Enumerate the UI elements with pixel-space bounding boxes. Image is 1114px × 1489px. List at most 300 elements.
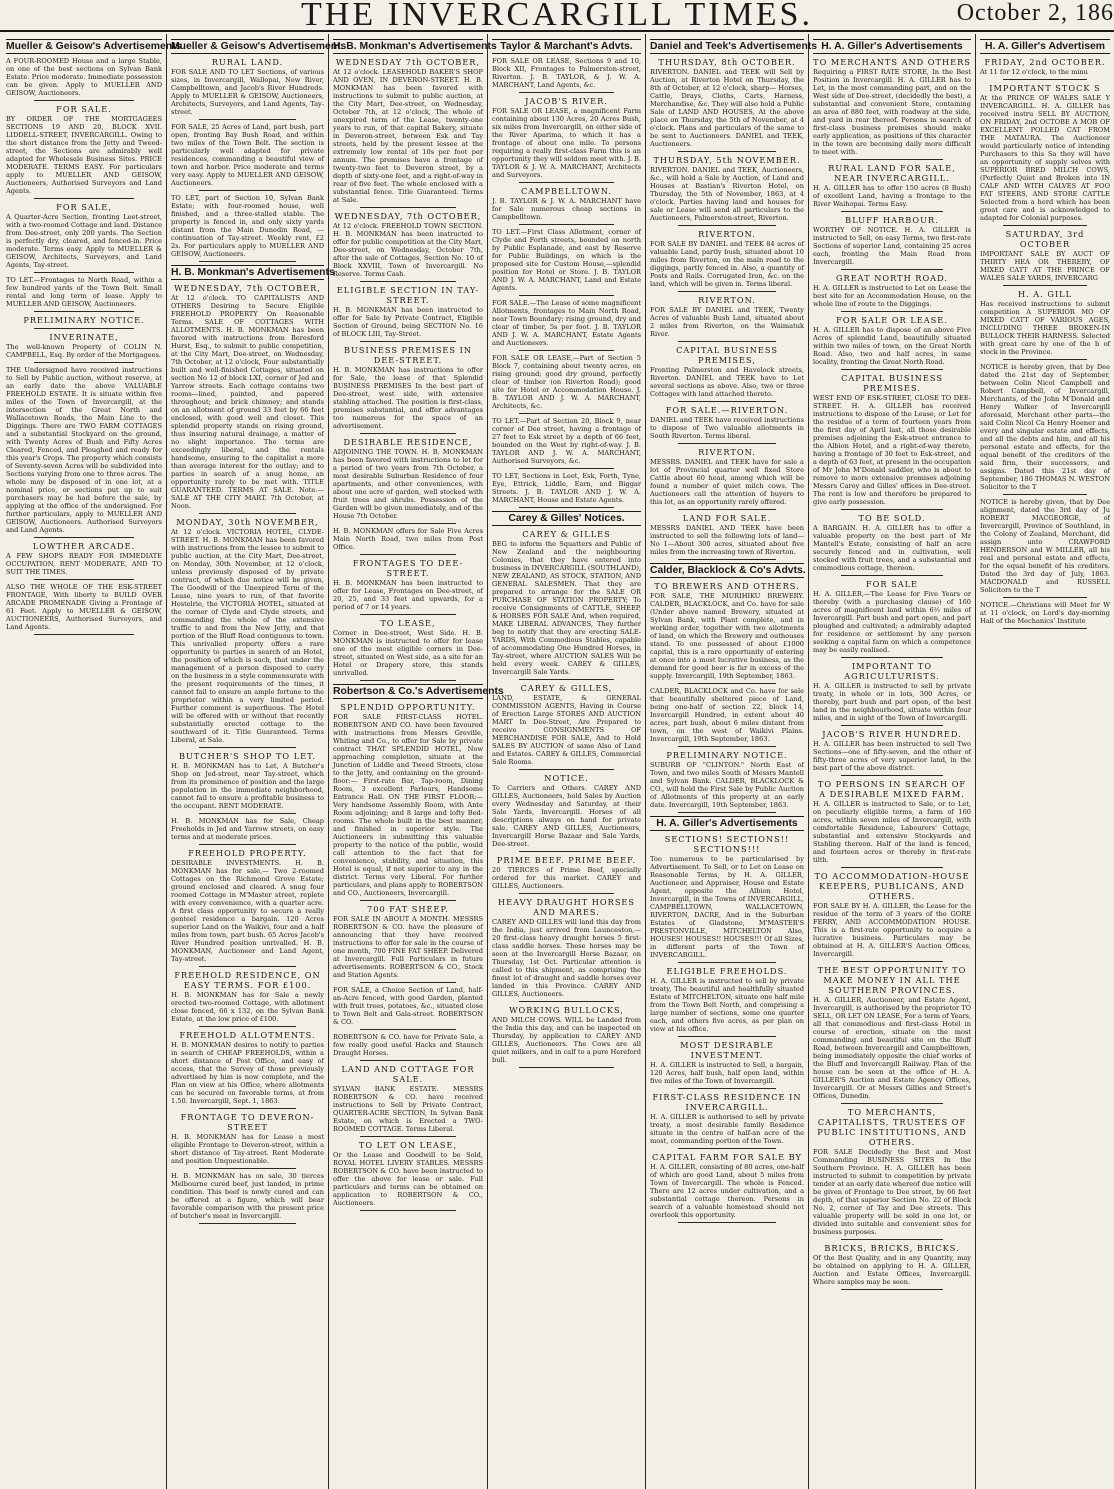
ad-list [171,283,324,1224]
ad-divider [519,468,614,469]
ad-body: FOR SALE FIRST-CLASS HOTEL. ROBERTSON AND CO. have been favoured with instructions from Messrs Greville, Whiting and Co., to offer for Sale by private contract THAT SPLENDID HOTEL, Now approaching completion, situate at the Junction of Liddle and Tweed Streets, close to the Jetty, and containing on the ground-floor:— First-rate Bar, Tap-room, Dining Room, 3 excellent Parlours, Handsome Entrance Hall. ON THE FIRST FLOOR:— Very handsome Assembly Room, with Ante Room adjoining; and 8 large and lofty Bed-rooms. The whole built in the best manner, and finished in superior style. The Auctioneers in submitting this valuable property to the notice of the public, would call attention to the fact that for convenience, stability, and situation, this Hotel is equal, if not superior to any in the district. Terms very Liberal. For further particulars, and plans apply to ROBERTSON and CO., Auctioneers, Invercargill. [333,713,483,897]
ad-body: A Quarter-Acre Section, fronting Leet-street, with a two-roomed Cottage and land. Distance from Dee-street, only 200 yards. The Section is perfectly dry, cleared, and fenced-in. Price moderate. Terms easy. Apply to MUELLER & GEISOW, Architects, Surveyors, and Land Agents, Tay-street. [6,213,162,269]
advertisement [650,405,804,440]
ad-list [650,834,804,1223]
column-5 [646,34,818,1489]
ad-divider [678,291,777,292]
ad-list [171,57,324,262]
ad-body: FOR SALE, a Choice Section of Land, half-an-Acre fenced, with good Garden, planted with fruit trees, potatoes, &c., situated close to Town Belt and Gala-street. ROBERTSON & CO. [333,986,483,1026]
ad-body: THE Undersigned have received instructions to Sell by Public auction, without reserve, at an early date the above VALUABLE FREEHOLD ESTATE. It is situate within five miles of the Town of Invercargill, at the intersection of the Great North and Wallacetown Roads, the Main Line to the Diggings. There are TWO FARM COTTAGES and a substantial Stockyard on the ground, with Twenty Acres of Bush and Fifty Acres Cleared, Fenced, and Ploughed and ready for this year's Crops. The property which consists of Seventy-seven Acres will be subdivided into Sections varying from one to three acres. The whole may be disposed of in one lot, at a nominal price, or sections put up to suit purchasers may be had before the sale, by applying at the office of the undersigned. For further particulars, apply to MUELLER AND GEISOW, Auctioneers. Authorised Surveyors and Land Agents. [6,366,162,534]
ad-divider [1003,359,1086,360]
advertisement [6,315,162,325]
ad-divider [1003,285,1086,286]
ad-divider [199,966,297,967]
advertisement [171,283,324,510]
ad-divider [34,272,134,273]
ad-title: RURAL LAND. [211,57,284,67]
ad-body: H. A. GILLER,—The Lease for Five Years or thereby (with a purchasing clause) of 160 acres of magnificent land within 6½ miles of Invercargill. Part bush and part open, and part ploughed and cultivated; a admirably adapted for residence or settlement by any person seeking a capital farm on which a competence may be easily realised. [813,590,971,654]
ad-divider [199,513,297,514]
ad-divider [678,401,777,402]
ad-divider [34,328,134,329]
advertisement [171,817,324,841]
ad-title: BUSINESS PREMISES IN DEE-STREET. [343,345,473,365]
advertisement [813,729,971,772]
ad-body: At 12 o'clock. TO CAPITALISTS AND OTHERS Desiring to Secure Eligible FREEHOLD PROPERTY On Reasonable Terms. SALE OF COTTAGES WITH ALLOTMENTS. H. B. MONKMAN has been favored with instructions from Beresford Hurst, Esq., to submit to public competition, at the City Mart, Dee-street, on Wednesday, 7th October, at 12 o'clock, Four substantially built and well-finished Cottages, situated on section No 12 of block LXI, corner of Jed and Yarrow streets. Each cottage contains two rooms—lined, painted, and papered throughout; and brick chimney; and stands on an allotment of ground 33 feet by 66 feet enclosed, with good well and closet. This splendid property stands on rising ground, thus insuring natural drainage, a matter of no slight importance. The terms are exceedingly liberal, and the rentals handsome, ensuring to the capitalist a more than average interest for the outlay; and to parties in search of a snug home, an opportunity rarely to be met with. TITLE GUARANTEED. TERMS AT SALE. Note.—SALE AT THE CITY MART. 7th October, at Noon. [171,294,324,510]
ad-divider [199,1026,297,1027]
ad-title: IMPORTANT TO AGRICULTURISTS. [844,661,940,681]
ad-divider [519,1001,614,1002]
ad-body: J. B. TAYLOR & J. W. A. MARCHANT have for Sale numerous cheap sections in Campbelltown. [492,197,641,221]
ad-divider [199,1223,297,1224]
advertisement [171,57,324,116]
ad-title: H. A. GILL [1017,289,1073,299]
ad-body: Requiring a FIRST RATE STORE, In the Best Position in Invercargill. H. A. GILLER has to Let, in the most commanding part, and on the West side of Dee-street, (decidedly the best), a substantial and convenient Store, containing an area of 880 feet, with roadway at the side, and yard in rear thereof. Persons in search of first-class business premises should make early application, as positions of this character in the town are becoming daily more difficult to meet with. [813,68,971,156]
advertisement [492,417,641,465]
ad-divider [519,1067,614,1068]
ad-divider [841,1103,942,1104]
column-heading: Robertson & Co.'s Advertisements [333,686,504,697]
advertisement [980,83,1110,222]
ad-title: CAREY & GILLES, [520,683,613,693]
ad-body: FOR SALE BY DANIEL and TEEK, Twenty Acres of valuable Bush Land, situated about 2 miles from Riverton, on the Waimatuk River. [650,306,804,338]
advertisement [813,1107,971,1236]
ad-divider [360,1210,456,1211]
advertisement [650,513,804,556]
ad-title: JACOB'S RIVER. [525,96,608,106]
advertisement [492,773,641,848]
advertisement [6,276,162,308]
ad-body: H. B. MONKMAN has for Sale, Cheap Freeholds in Jed and Yarrow streets, on easy terms and at moderate prices. [171,817,324,841]
ad-title: LAND AND COTTAGE FOR SALE. [341,1064,475,1084]
ad-body: ALSO THE WHOLE OF THE ESK-STREET FRONTAGE, With liberty to BUILD OVER ARCADE PROMENADE Giving a Frontage of 61 Feet. Apply to MUELLER & GEISOW, AUCTIONEERS, Authorised Surveyors, and Land Agents. [6,583,162,631]
column-2 [167,34,347,1489]
ad-divider [360,1029,456,1030]
advertisement [650,295,804,338]
ad-body: Too numerous to be particularised by Advertisement. To Sell, or to Let on Lease on Reasonable Terms, by H. A. GILLER, Auctioneer, and Appraiser, House and Estate Agent, opposite the Albion Hotel, Invercargill, in the Towns of INVERCARGILL, CAMPBELLTOWN, WALLACETOWN, RIVERTON, DACRE, And in the Suburban Estates of Gladstone, M'MASTER'S PRESTONVILLE, MITCHELTON Also, HOUSES! HOUSES!! HOUSES!!! Of all Sizes, in different parts of the Town of INVERCARGILL. [650,855,804,959]
advertisement [333,618,483,677]
ad-body: H. A. GILLER has been instructed to sell Two Sections—one of fifty-seven, and the other of fifty-three acres of very superior land, in the best part of the above district. [813,740,971,772]
column-4 [488,34,646,1489]
ad-divider [199,190,297,191]
advertisement [813,315,971,366]
ad-divider [678,341,777,342]
ad-list [813,57,971,776]
ad-divider [34,100,134,101]
ad-divider [841,725,942,726]
ad-body: Corner in Dee-street, West Side. H. B. MONKMAN is instructed to offer for lease one of the most eligible corners in Dee-street, situated on West side, as a site for an Hotel or Drapery store, this stands unrivalled. [333,629,483,677]
ad-title: IMPORTANT STOCK S [989,83,1101,93]
ad-divider [360,900,456,901]
ad-body: SUBURB OF "CLINTON." North East of Town, and two miles South of Messrs Mantell and Sylvan Bank. CALDER, BLACKLOCK & CO., will hold the First Sale by Public Auction of Allotments of this property at an early date. Invercargill, 19th September, 1863. [650,761,804,809]
ad-body: A FEW SHOPS READY FOR IMMEDIATE OCCUPATION, RENT MODERATE, AND TO SUIT THE TIMES. [6,552,162,576]
ad-body: The well-known Property of COLIN N. CAMPBELL, Esq. By order of the Mortgagees. [6,343,162,359]
column-heading: H. A. Giller's Advertisements [813,39,971,54]
ad-divider [678,812,777,813]
advertisement [333,345,483,430]
advertisement [6,104,162,195]
advertisement [813,373,971,506]
ad-divider [199,747,297,748]
ad-title: TO BE SOLD. [858,513,926,523]
advertisement [492,186,641,221]
advertisement [6,202,162,269]
ad-divider [841,159,942,160]
ad-body: DESIRABLE INVESTMENTS. H. B. MONKMAN has for sale,— Two 2-roomed Cottages on the Richmond Grove Estate; ground enclosed and cleared. A snug four roomed Cottage in M'Master street, replete with every convenience, with a quarter acre. A first class opportunity to secure a really genteel residence a bargain. 120 Acres superior Land on the Waikivi, four and a half miles from town, part bush. 65 Acres Jacob's River Hundred position unrivalled. H. B. MONKMAN, Auctioneer and Land Agent, Tay-street. [171,859,324,963]
ad-divider [678,1148,777,1149]
ad-divider [841,311,942,312]
advertisement [813,163,971,208]
advertisement [492,855,641,890]
advertisement [492,1005,641,1064]
ad-divider [841,1289,942,1290]
ad-body: RIVERTON. DANIEL and TEEK will Sell by Auction, at Riverton Hotel on Thursday, the 8th of October, at 12 o'clock, sharp— Horses, Cattle, Drays, Cloths, Carts, Harness, Merchandise, &c. They will also hold a Public Sale of LAND AND HOUSES, At the above place on Thursday, the 5th of November, at 4 o'clock. Plans and particulars of the same to be sent to Auctioneers. DANIEL and TEEK, Auctioneers. [650,68,804,148]
advertisement [492,472,641,504]
ad-body: NOTICE.—Christians will Meet for W at 11 o'clock, on Lord's day-morning Hall of the Mechanics' Institute [980,601,1110,625]
ad-body: FOR SALE OR LEASE,—Part of Section 5 Block 7, containing about twenty acres, on rising ground; good dry ground, perfectly clear of timber (on Riverton Road); good site for Hotel or Accommodation House. J. B. TAYLOR AND J. W. A. MARCHANT, Architects, &c. [492,354,641,410]
advertisement [650,750,804,809]
ad-title: CAPITAL BUSINESS PREMISES. [841,373,943,393]
ad-divider [360,554,456,555]
ad-title: SECTIONS! SECTIONS!! SECTIONS!!! [664,834,790,854]
ad-divider [678,1222,777,1223]
ad-body: H. B. MONKMAN desires to notify to parties in search of CHEAP FREEHOLDS, within a short distance of Post Office, and easy of access, that the Survey of those previously advertised by him is now complete, and the Plan on view at his Office, where allotments can be secured on favorable terms, at from 1.50. Invercargill, Sept. 1, 1863. [171,1041,324,1105]
ad-body: H. A. GILLER is instructed to Let on Lease the best site for an Accommodation House, on the whole line of route to the Diggings. [813,284,971,308]
advertisement [492,57,641,89]
ad-body: Or the Lease and Goodwill to be Sold, ROYAL HOTEL LIVERY STABLES. MESSRS ROBERTSON & CO. have been instructed to offer the above for lease or sale. Full particulars and terms can be obtained on application to ROBERTSON & CO., Auctioneers. [333,1151,483,1207]
ad-title: 700 FAT SHEEP. [367,904,449,914]
advertisement [650,229,804,288]
ad-body: SYLVAN BANK ESTATE. MESSRS ROBERTSON & CO. have received instructions to Sell by Private Contract, QUARTER-ACRE SECTION, In Sylvan Bank Estate, on which is Erected a TWO-ROOMED COTTAGE. Terms Liberal. [333,1085,483,1133]
ad-divider [1003,628,1086,629]
advertisement [492,96,641,179]
ad-body: WEST END OF ESK-STREET, CLOSE TO DEE-STREET. H. A. GILLER has received instructions to dispose of the Lease, or Let for the residue of a term of fourteen years from the first day of April last, all those desirable premises adjoining the Esk-street entrance to the Albion Hotel, and a right-of-way thereto, having a frontage of 30 feet to Esk-street, and a depth of 63 feet, at present in the occupation of Mr John M'Donald saddler, who is about to remove to more extensive premises adjoining Messrs Carey and Gilles' offices in Dee-street. The rent is low and therefore be prepared to give early possession. [813,394,971,506]
ad-divider [199,1168,297,1169]
column-heading: Taylor & Marchant's Advts. [492,39,641,54]
advertisement [492,897,641,998]
ad-body: FOR SALE, 25 Acres of Land, part bush, part open, fronting Bay Bush Road, and within two miles of the Town Belt. The section is particularly well adapted for private residences, commanding a beautiful view of town and harbor. Price moderate and terms very easy. Apply to MUELLER AND GEISOW, Auctioneers. [171,123,324,187]
column-heading: Carey & Gilles' Notices. [492,511,641,526]
ad-body: ROBERTSON & CO. have for Private Sale, a few really good useful Hacks and Staunch Draught Horses. [333,1033,483,1057]
ad-title: WEDNESDAY, 7th OCTOBER, [174,283,321,293]
advertisement [333,57,483,204]
advertisement [333,437,483,520]
ad-title: TO LET ON LEASE, [358,1140,458,1150]
advertisement [813,965,971,1100]
ad-list [492,529,641,1068]
advertisement [171,848,324,963]
ad-title: JACOB'S RIVER HUNDRED. [822,729,962,739]
ad-divider [360,207,456,208]
ad-body: FOR SALE BY H. A. GILLER, the Lease for the residue of the term of 3 years of the GORE FERRY, AND ACCOMMODATION HOUSE. This is a first-rate opportunity to acquire a lucrative business. Particulars may be obtained at H. A. GILLER'S Auction Offices, Invercargill. [813,902,971,958]
ad-body: DANIEL and TEEK have received instructions to dispose of Two valuable allotments in South Riverton. Terms liberal. [650,416,804,440]
advertisement [650,581,804,680]
ad-divider [519,679,614,680]
newspaper-title: THE INVERCARGILL TIMES. [301,0,813,33]
ad-divider [841,369,942,370]
ad-divider [678,962,777,963]
column-heading: H. B. Monkman's Advertisements [333,41,497,52]
advertisement [333,211,483,278]
ad-divider [678,509,777,510]
ad-body: H. B. MONKMAN has instructions to offer for Sale, the lease of that Splendid BUSINESS PREMISES In the best part of Dee-street, west side, with extensive stabling attached. The position is first-class, premises substantial, and offer advantages too numerous for the space of an advertisement. [333,366,483,430]
ad-divider [1003,79,1086,80]
ad-title: PRELIMINARY NOTICE. [23,315,145,325]
ad-body: H. A. GILLER has to dispose of an above Five Acres of splendid Land, beautifully situated within two miles of town, on the Great North Road. Also, two and half acres, in same locality, fronting the Great North Road. [813,326,971,366]
ad-body: LAND, ESTATE, & GENERAL COMMISSION AGENTS, Having in Course of Erection Large STORES AND AUCTION MART In Dee-Street, Are Prepared to receive CONSIGNMENTS OF MERCHANDISE FOR SALE, And to Hold SALES BY AUCTION of same Also of Land and Estates. CAREY & GILLES, Commercial Sale Rooms. [492,694,641,766]
column-3 [329,34,504,1489]
advertisement [333,1033,483,1057]
ad-title: WEDNESDAY 7th OCTOBER, [335,57,481,67]
advertisement [171,1172,324,1220]
ad-body: H. B. MONKMAN has for Sale a newly erected two-roomed Cottage, with allotment close fenced, 66 x 132, on the Sylvan Bank Estate, at the low price of £100. [171,991,324,1023]
advertisement [333,904,483,979]
advertisement [980,229,1110,282]
ad-title: TO LEASE, [380,618,436,628]
ad-body: NOTICE is hereby given, that by Dee alignment, dated the 3rd day of Ju ROBERT MACGEORGE, of Invercargill, Province of Southland, in the Colony of Zealand, Merchant, did assign unto CRAWFORD HENDERSON and W MILLER, all his real and personal estate and effects, for the equal benefit of his creditors. Dated the 3rd day of July, 1863. MACDONALD and RUSSELL Solicitors to the T [980,498,1110,594]
column-heading: H. B. Monkman's Advertisements [171,267,335,278]
ad-divider [678,559,777,560]
ad-title: DESIRABLE RESIDENCE, [343,437,473,447]
ad-body: FOR SALE OR LEASE, Sections 9 and 10, Block XII, Frontages to Palmerston-street, Riverton. J. B. TAYLOR, & J. W. A. MARCHANT, Land Agents, &c. [492,57,641,89]
ad-body: H. B. MONKMAN has on sale, 30 tierces Melbourne cured beef, just landed, in prime condition. This beef is newly cured and can be offered at a figure, which will bear favorable comparison with the present price of butcher's meat in Invercargill. [171,1172,324,1220]
ad-body: At 12 o'clock. VICTORIA HOTEL, CLYDE-STREET. H. B. MONKMAN has been favored with instructions from the lessee to submit to public auction, at the City Mart, Dee-street, on Monday, 30th November, at 12 o'clock, unless previously disposed of by private contract, of which due notice will be given, The Goodwill of the Unexpired Term of the Lease, nine years to run, of that favorite Hostelrie, the VICTORIA HOTEL, situated at the corner of Clyde and Clyde streets, and commanding the whole of the extensive traffic to and from the New Jetty, and that portion of the Bluff Road contiguous to town. This unrivalled property offers a rare opportunity to parties in search of an Hotel, the position of which is such, that under the management of a person disposed to carry on the business in a style commensurate with the present requirements of the times, it cannot fail to ensure an ample fortune to the proprietor within a very limited period. Further comment is superfluous. The Hotel will be offered with or without that recently substantially erected cottage to the southward of it. Title Guaranteed. Terms Liberal, at Sale. [171,528,324,744]
ad-title: THURSDAY, 5th NOVEMBER. [653,155,801,165]
ad-title: FREEHOLD RESIDENCE, ON EASY TERMS. FOR £100. [174,970,321,990]
ad-title: FOR SALE.—RIVERTON. [665,405,789,415]
advertisement [333,1140,483,1207]
ad-divider [34,537,134,538]
ad-title: TO MERCHANTS AND OTHERS [813,57,971,67]
ad-divider [199,844,297,845]
ad-body: ADJOINING THE TOWN. H. B. MONKMAN has been favored with instructions to let for a period of two years from 7th October, a most desirable Suburban Residence of four apartments, and other conveniences, with about one acre of garden, well stocked with fruit trees and shrubs. Possession of the Garden will be given immediately, and of the House 7th October. [333,448,483,520]
advertisement [333,986,483,1026]
advertisement [6,583,162,631]
advertisement [171,751,324,810]
column-heading: H. A. Giller's Advertisem [980,39,1110,54]
ad-body: TO LET, Sections in Leet, Esk, Forth, Tyne, Eye, Ettrick, Liddle, Earn, and Biggar Streets. J. B. TAYLOR AND J. W. A. MARCHANT, House and Estate Agents. [492,472,641,504]
ad-divider [519,413,614,414]
ad-divider [360,982,456,983]
ad-body: TO LET.—First Class Allotment, corner of Clyde and Forth streets, bounded on north by Public Esplanade, and east by Reserve for Public Buildings, on which is the proposed site for Custom House,—splendid position for Hotel or Store. J. B. TAYLOR AND J. W. A. MARCHANT, Land and Estate Agents. [492,228,641,292]
ad-title: PRIME BEEF. PRIME BEEF. [496,855,637,865]
ad-divider [519,182,614,183]
ad-body: BEG to inform the Squatters and Public of New Zealand and the neighbouring Colonies, that they have entered into business in INVERCARGILL (SOUTHLAND), NEW ZEALAND, AS STOCK, STATION, AND GENERAL SALESMEN. That they are prepared to arrange for the SALE OR PURCHASE OF STATION PROPERTY; To receive Consignments of CATTLE, SHEEP, & HORSES FOR SALE And, when required, MAKE LIBERAL ADVANCES, They further beg to notify that they are erecting SALE-YARDS, With Commodious Stables, capable of accommodating One Hundred Horses, in Tay-street, where AUCTION SALES Will be held every week. CAREY & GILLES, Invercargill Sale Yards. [492,540,641,676]
column-heading: Mueller & Geisow's Advertisements [6,41,182,52]
advertisement [813,579,971,654]
ad-title: HEAVY DRAUGHT HORSES AND MARES. [497,897,636,917]
ad-title: FRONTAGES TO DEE-STREET. [352,558,464,578]
advertisement [333,1064,483,1133]
ad-divider [841,575,942,576]
ad-title: RIVERTON. [698,447,756,457]
ad-body: To Carriers and Others. CAREY AND GILLES, Auctioneers, hold Sales by Auction every Wednesday and Saturday, at their Sale Yards, Invercargill. Horses of all descriptions always on hand for private sale. CAREY AND GILLES, Auctioneers, Invercargill Horse Bazaar and Sale Yards, Dee-street. [492,784,641,848]
column-heading: Daniel and Teek's Advertisements [650,41,818,52]
advertisement [980,57,1110,76]
ad-title: CAREY & GILLES [522,529,611,539]
advertisement [650,966,804,1033]
ad-divider [360,523,456,524]
advertisement [650,155,804,222]
ad-title: RIVERTON. [698,295,756,305]
ad-title: TO MERCHANTS, CAPITALISTS, TRUSTEES OF PUBLIC INSTITUTIONS, AND OTHERS. [817,1107,967,1147]
ad-body: CALDER, BLACKLOCK and Co. have for sale that beautifully sheltered piece of Land, being one-half of section 22, block 14, Invercargill Hundred, in extent about 40 acres, part bush, about 6 miles distant from town, on the west of Waikivi Plains. Invercargill, 19th September, 1863. [650,687,804,743]
advertisement [813,1243,971,1286]
advertisement [6,366,162,534]
ad-divider [1003,494,1086,495]
ad-body: BY ORDER OF THE MORTGAGEES SECTIONS 19 AND 20, BLOCK XVII. LIDDELL-STREET, INVERCARGILL. Owing to the short distance from the Jetty and Tweed-street, the Sections are admirably well adapted for Wholesale Business Sites. PRICE MODERATE. TERMS EASY. For particulars apply to MUELLER AND GEISOW, Auctioneers, Authorised Surveyors and Land Agents. [6,115,162,195]
issue-date: October 2, 186 [956,0,1114,26]
ad-divider [1003,225,1086,226]
advertisement [171,194,324,258]
masthead [0,0,1114,32]
ad-divider [678,746,777,747]
advertisement [492,529,641,676]
ad-body: FOR SALE OR LEASE, a magnificent Farm containing about 130 Acres, 20 Acres Bush, six miles from Invercargill, on either side of the River Aparima, to which it has a frontage of about one mile. To persons requiring a really first-class Farm this is an opportunity they will seldom meet with. J. B. TAYLOR & J. W. A. MARCHANT, Architects and Surveyors. [492,107,641,179]
advertisement [171,1030,324,1105]
advertisement [171,970,324,1023]
column-heading: Mueller & Geisow's Advertisements [171,41,347,52]
ad-title: MOST DESIRABLE INVESTMENT. [680,1040,774,1060]
ad-divider [199,119,297,120]
ad-body: Has received instructions to submit competition A SUPERIOR MO OF MIXED CATT OF VARIOUS AGES, INCLUDING THREE BROKEN-IN BULLOCK THEIR HARNESS. Selected with great care by one of the b of stock in the Province. [980,300,1110,356]
ad-divider [841,1239,942,1240]
ad-divider [841,509,942,510]
ad-divider [360,281,456,282]
advertisement [171,123,324,187]
advertisement [813,871,971,958]
ad-list [813,779,971,1290]
ad-list [650,57,804,560]
ad-list [492,57,641,508]
ad-title: FRONTAGE TO DEVERON-STREET [180,1112,315,1132]
ad-title: BLUFF HARBOUR. [845,215,939,225]
column-heading: Calder, Blacklock & Co's Advts. [650,565,806,576]
ad-title: GREAT NORTH ROAD. [836,273,948,283]
ad-body: H. A. GILLER is instructed to sell by private treaty, in whole or in lots, 300 Acres, or thereby, part bush and part open, of the best land in the neighbourhood, situate within four miles, and in sight of the Town of Invercargill. [813,682,971,722]
ad-body: Of the Best Quality, and in any Quantity, may be obtained on applying to H. A. GILLER, Auction and Estate Offices, Invercargill. Where samples may be seen. [813,1254,971,1286]
advertisement [6,541,162,576]
ad-body: FOR SALE Decidedly the Best and Most Commanding BUSINESS SITES In the Southern Province. H. A. GILLER has been instructed to submit to competition by private tender at an early date whereof due notice will be given of Frontage to Dee street, by 66 feet depth, of that superior Section No. 22 of Block No. 2, corner of Tay and Dee streets. This valuable property will be sold in one lot, or divided into suitable and convenient sites for business purposes. [813,1148,971,1236]
advertisement [980,289,1110,356]
ad-divider [678,443,777,444]
column-7 [976,34,1114,1489]
advertisement [650,57,804,148]
ad-divider [199,1108,297,1109]
ad-divider [519,769,614,770]
ad-divider [360,433,456,434]
advertisement [980,601,1110,625]
ad-divider [519,350,614,351]
ad-list [650,581,804,813]
advertisement [813,57,971,156]
advertisement [333,527,483,551]
ad-divider [841,775,942,776]
ad-body: H. A. GILLER is instructed to Sell, a bargain, 120 Acres, half bush, half open land, within five miles of the Town of Invercargill. [650,1061,804,1085]
ad-title: FOR SALE, [56,202,112,212]
column-1 [2,34,182,1489]
ad-title: CAPITAL FARM FOR SALE BY [652,1152,802,1162]
ad-title: TO ACCOMMODATION-HOUSE KEEPERS, PUBLICANS, AND OTHERS. [814,871,970,901]
advertisement [980,363,1110,491]
advertisement [813,273,971,308]
ad-title: SPLENDID OPPORTUNITY. [340,702,476,712]
ad-divider [678,1036,777,1037]
ad-title: INVERINATE, [49,332,119,342]
ad-divider [841,211,942,212]
ad-divider [34,198,134,199]
ad-divider [360,614,456,615]
advertisement [813,661,971,722]
ad-body: H. A. GILLER, consisting of 80 acres, one-half of which are good Land, about 5 miles from Town of Invercargill. The whole is Fenced. There are 12 acres under cultivation, and a substantial cottage thereon. Persons in search of a valuable homestead should not overlook this opportunity. [650,1163,804,1219]
ad-body: H. B. MONKMAN offers for Sale Five Acres Main North Road, two miles from Post Office. [333,527,483,551]
advertisement [492,683,641,766]
advertisement [333,558,483,611]
advertisement [650,1040,804,1085]
ad-divider [678,225,777,226]
ad-body: 20 TIERCES of Prime Beef, specially ordered for this market. CAREY and GILLES, Auctioneers. [492,866,641,890]
column-6 [809,34,976,1489]
advertisement [171,1112,324,1165]
ad-title: FRIDAY, 2nd OCTOBER. [984,57,1106,67]
ad-body: H. B. MONKMAN has to Let, A Butcher's Shop on Jed-street, near Tay-street, which from its prominence of position and the large population in the immediate neighborhood, cannot fail to ensure a profitable business to the occupant. RENT MODERATE. [171,762,324,810]
ad-divider [519,507,614,508]
ad-title: MONDAY, 30th NOVEMBER, [176,517,319,527]
ad-body: H. A. GILLER is instructed to Sale, or to Let, on peculiarly eligible terms, a farm of 160 acres, within seven miles of Invercargill, with comfortable Residence, Labourers' Cottage, substantial and extensive Stockyards and Stabling thereon. Half of the land is fenced, and fourteen acres or thereby in first-rate tilth. [813,800,971,864]
ad-divider [519,893,614,894]
ad-divider [34,579,134,580]
ad-divider [199,813,297,814]
ad-divider [519,92,614,93]
ad-divider [519,851,614,852]
advertisement [650,1092,804,1145]
ad-divider [519,224,614,225]
ad-body: IMPORTANT SALE BY AUCT OF THIRTY HEA OR THEREBY, OF MIXED CATT AT THE PRINCE OF WALES SALE YARDS, INVERCARG [980,250,1110,282]
ad-body: CAREY AND GILLES will land this day from the India, just arrived from Launceston,— 20 first-class heavy draught horses 5 first-class saddle horses. These horses may be seen at the Invercargill Horse Bazaar, on Thursday, 1st Oct. Particular attention is called to this shipment, as comprising the finest lot of draught and saddle horses ever landed in this Province. CAREY AND GILLES, Auctioneers. [492,918,641,998]
ad-divider [678,151,777,152]
ad-title: RIVERTON. [698,229,756,239]
ad-title: FOR SALE OR LEASE. [836,315,948,325]
ad-divider [34,311,134,312]
ad-title: CAMPBELLTOWN. [520,186,613,196]
ad-body: WORTHY OF NOTICE. H. A. GILLER is instructed to Sell, on easy Terms, two first-rate Sections of superior Land, containing 25 acres each, fronting the Main Road from Invercargill. [813,226,971,266]
ad-title: BUTCHER'S SHOP TO LET. [178,751,316,761]
advertisement [650,687,804,743]
ad-body: FOR SALE, THE MURIHIKU BREWERY. CALDER, BLACKLOCK, and Co. have for sale (Under above named Brewery, situated at Sylvan Bank, with Plant complete, and in working order, together with two allotments of land, on which the Brewery and outhouses stand. To one possessed of about £1000 capital, this is a rare opportunity of entering at once into a most lucrative business, as the demand for good beer is far in excess of the supply. Invercargill, 19th September, 1863. [650,592,804,680]
advertisement [492,228,641,292]
ad-title: RURAL LAND FOR SALE, NEAR INVERCARGILL. [828,163,956,183]
ad-body: TO LET.—Frontages to North Road, within a few hundred yards of the Town Belt. Small rental and long term of lease. Apply to MUELLER AND GEISOW, Auctioneers. [6,276,162,308]
ad-divider [841,269,942,270]
ad-title: FOR SALE [865,579,919,589]
ad-body: H. B. MONKMAN has been instructed to offer for Sale by Private Contract, Eligible Section of Ground, being SECTION No. 16 of BLOCK LIII, Tay-Street. [333,306,483,338]
ad-title: BRICKS, BRICKS, BRICKS. [824,1243,960,1253]
ad-divider [841,961,942,962]
advertisement [171,517,324,744]
ad-divider [678,1088,777,1089]
ad-list [6,57,162,635]
ad-body: H. A. GILLER has to offer 150 acres (8 Bush) of excellent Land, having a frontage to the River Waihopai. Terms Easy. [813,184,971,208]
ad-body: FOR SALE IN ABOUT A MONTH. MESSRS ROBERTSON & CO. have the pleasure of announcing that they have received instructions to offer for sale in the course of one month, 700 FINE FAT SHEEP. Delivered at Invercargill. Full Particulars in future advertisements. ROBERTSON & CO., Stock and Station Agents. [333,915,483,979]
ad-divider [841,657,942,658]
ad-body: MESSRS. DANIEL and TEEK have for sale a lot of Provincial quarter well fixed Store Cattle about 60 head, among which will be found a number of quiet milch cows. The Auctioneers call the attention of buyers to this lot, as an opportunity rarely offered. [650,458,804,506]
ad-list [333,702,483,1211]
ad-title: PRELIMINARY NOTICE. [666,750,788,760]
ad-divider [34,362,134,363]
ad-title: ELIGIBLE FREEHOLDS. [666,966,788,976]
ad-title: TO BREWERS AND OTHERS. [654,581,800,591]
ad-body: At 12 o'clock. FREEHOLD TOWN SECTION. H. B. MONKMAN has been instructed to offer for public competition at the City Mart, Dee-street, on Wednesday, October 7th, after the sale of Cottages, Section No. 10 of Block XXVIII, Town of Invercargill. No Reserve. Terms Cash. [333,222,483,278]
ad-title: FREEHOLD PROPERTY. [188,848,307,858]
